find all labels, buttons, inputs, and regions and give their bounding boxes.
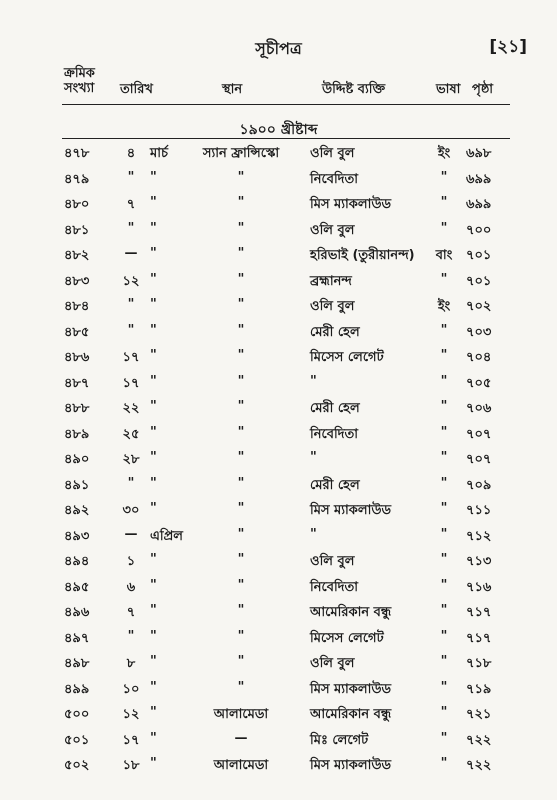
cell-page: ৭০১	[466, 273, 492, 289]
cell-month: "	[150, 730, 157, 746]
cell-date: ১৭	[122, 732, 140, 748]
cell-language: "	[440, 169, 448, 185]
cell-page: ৭১১	[466, 503, 492, 518]
cell-place: "	[237, 450, 245, 465]
cell-serial: ৪৭৯	[64, 171, 90, 187]
cell-date: ১৮	[122, 758, 140, 773]
cell-date: ২৮	[122, 452, 140, 467]
table-row	[0, 221, 557, 245]
cell-language: "	[440, 705, 448, 720]
cell-person: "	[310, 373, 317, 389]
cell-serial: ৪৯৪	[64, 554, 90, 569]
header-rule-top	[62, 104, 510, 105]
cell-language: "	[440, 552, 448, 567]
cell-page: ৭০১	[466, 248, 492, 263]
cell-date: ২২	[122, 401, 140, 416]
cell-language: "	[440, 424, 448, 440]
cell-language: ইং	[437, 146, 451, 161]
cell-language: "	[440, 271, 448, 287]
cell-date: —	[124, 246, 138, 261]
column-header-person: উদ্দিষ্ট ব্যক্তি	[322, 82, 386, 97]
cell-page: ৬৯৯	[466, 197, 492, 212]
cell-language: "	[440, 654, 448, 669]
cell-person: নিবেদিতা	[310, 579, 359, 595]
cell-person: মেরী হেল	[310, 401, 360, 416]
cell-month: "	[150, 424, 157, 440]
table-row	[0, 246, 557, 270]
cell-serial: ৪৯১	[64, 477, 90, 493]
cell-person: নিবেদিতা	[310, 426, 359, 442]
cell-page: ৬৯৯	[466, 171, 492, 187]
cell-month: "	[150, 246, 157, 261]
cell-page: ৭১৮	[466, 656, 492, 671]
cell-page: ৭০৯	[466, 477, 492, 493]
cell-page: ৭০২	[466, 299, 492, 314]
cell-language: "	[440, 501, 448, 516]
page-title: সূচীপত্র	[255, 39, 302, 58]
cell-month: "	[150, 297, 157, 312]
cell-page: ৭২২	[466, 732, 492, 748]
column-header-date: তারিখ	[120, 82, 153, 97]
cell-page: ৭০৪	[466, 350, 492, 365]
cell-date: "	[127, 220, 135, 236]
cell-serial: ৪৯৮	[64, 656, 90, 671]
table-row	[0, 476, 557, 500]
cell-person: মেরী হেল	[310, 477, 360, 493]
table-row	[0, 425, 557, 449]
cell-date: "	[127, 475, 135, 491]
cell-place: "	[237, 424, 245, 440]
cell-place: "	[237, 526, 245, 542]
cell-month: "	[150, 756, 157, 771]
cell-language: "	[440, 603, 448, 618]
cell-person: ওলি বুল	[310, 656, 355, 671]
cell-person: "	[310, 526, 317, 542]
cell-person: আমেরিকান বন্ধু	[310, 707, 392, 722]
cell-person: নিবেদিতা	[310, 171, 359, 187]
cell-serial: ৪৭৮	[64, 146, 90, 161]
cell-month: এপ্রিল	[150, 528, 183, 544]
cell-language: "	[440, 322, 448, 338]
cell-serial: ৪৮২	[64, 248, 90, 263]
table-row	[0, 195, 557, 219]
column-header-language: ভাষা	[436, 82, 461, 97]
cell-date: ৭	[126, 197, 136, 212]
table-row	[0, 603, 557, 627]
cell-place: "	[237, 603, 245, 618]
cell-month: "	[150, 220, 157, 236]
table-row	[0, 323, 557, 347]
cell-language: ইং	[437, 299, 451, 314]
cell-place: "	[237, 348, 245, 363]
cell-place: "	[237, 220, 245, 236]
table-row	[0, 552, 557, 576]
cell-date: "	[127, 169, 135, 185]
cell-place: "	[237, 246, 245, 261]
cell-person: মিসেস লেগেট	[310, 630, 384, 646]
cell-date: "	[127, 628, 135, 644]
cell-month: "	[150, 195, 157, 210]
cell-place: "	[237, 628, 245, 644]
cell-language: "	[440, 399, 448, 414]
table-row	[0, 756, 557, 780]
cell-page: ৭১৯	[466, 681, 492, 697]
cell-place: "	[237, 577, 245, 593]
cell-page: ৭১৭	[466, 605, 492, 620]
cell-serial: ৪৮৩	[64, 273, 90, 289]
cell-date: ১২	[122, 273, 140, 289]
cell-serial: ৪৮৫	[64, 324, 90, 340]
cell-language: "	[440, 348, 448, 363]
cell-month: "	[150, 399, 157, 414]
cell-page: ৭০৭	[466, 426, 492, 442]
cell-date: ৩০	[122, 503, 140, 518]
cell-person: ওলি বুল	[310, 554, 355, 569]
cell-serial: ৪৯৩	[64, 528, 90, 544]
cell-month: মার্চ	[150, 146, 169, 161]
cell-language: "	[440, 220, 448, 236]
cell-place: "	[237, 501, 245, 516]
cell-month: "	[150, 322, 157, 338]
cell-person: হরিভাই (তুরীয়ানন্দ)	[310, 248, 415, 263]
cell-date: ১৭	[122, 375, 140, 391]
cell-place: আলামেডা	[213, 707, 269, 722]
cell-person: মিস ম্যাকলাউড	[310, 503, 392, 518]
cell-date: ৭	[126, 605, 136, 620]
cell-place: "	[237, 399, 245, 414]
cell-serial: ৪৯৯	[64, 681, 90, 697]
cell-place: "	[237, 271, 245, 287]
cell-serial: ৫০২	[64, 758, 90, 773]
table-row	[0, 629, 557, 653]
cell-language: "	[440, 373, 448, 389]
table-row	[0, 144, 557, 168]
table-row	[0, 297, 557, 321]
table-row	[0, 680, 557, 704]
table-row	[0, 348, 557, 372]
table-row	[0, 399, 557, 423]
cell-person: ব্রহ্মানন্দ	[310, 273, 352, 289]
table-row	[0, 578, 557, 602]
cell-month: "	[150, 577, 157, 593]
cell-serial: ৪৮৬	[64, 350, 90, 365]
cell-page: ৭০৩	[466, 324, 492, 340]
cell-place: "	[237, 195, 245, 210]
cell-serial: ৪৮১	[64, 222, 90, 238]
table-row	[0, 170, 557, 194]
cell-place: "	[237, 552, 245, 567]
cell-language: "	[440, 628, 448, 644]
cell-month: "	[150, 169, 157, 185]
cell-date: ১২	[122, 707, 140, 722]
cell-language: "	[440, 526, 448, 542]
cell-page: ৭১৭	[466, 630, 492, 646]
cell-date: "	[127, 322, 135, 338]
cell-person: মিস ম্যাকলাউড	[310, 197, 392, 212]
cell-person: ওলি বুল	[310, 146, 355, 161]
cell-serial: ৪৮৭	[64, 375, 90, 391]
cell-person: আমেরিকান বন্ধু	[310, 605, 392, 620]
cell-month: "	[150, 450, 157, 465]
cell-person: মিস ম্যাকলাউড	[310, 758, 392, 773]
cell-place: "	[237, 679, 245, 695]
cell-date: ১৭	[122, 350, 140, 365]
cell-page: ৭০০	[466, 222, 492, 238]
cell-serial: ৫০০	[64, 707, 90, 722]
cell-serial: ৪৮৮	[64, 401, 90, 416]
cell-person: মিসেস লেগেট	[310, 350, 384, 365]
cell-person: ওলি বুল	[310, 299, 355, 314]
cell-serial: ৪৯২	[64, 503, 90, 518]
column-header-place: স্থান	[222, 82, 243, 97]
cell-serial: ৪৮৪	[64, 299, 90, 314]
cell-date: ২৫	[122, 426, 140, 442]
year-heading: ১৯০০ খ্রীষ্টাব্দ	[239, 122, 318, 138]
cell-date: —	[124, 526, 138, 542]
cell-place: "	[237, 297, 245, 312]
cell-month: "	[150, 373, 157, 389]
cell-serial: ৪৯৬	[64, 605, 90, 620]
cell-person: "	[310, 450, 317, 465]
cell-date: ১০	[122, 681, 140, 697]
cell-place: স্যান ফ্রান্সিস্কো	[202, 146, 280, 161]
cell-date: ৮	[126, 656, 136, 671]
cell-page: ৭১২	[466, 528, 492, 544]
cell-language: "	[440, 577, 448, 593]
cell-month: "	[150, 654, 157, 669]
cell-page: ৭০৭	[466, 452, 492, 467]
cell-page: ৭১৩	[466, 554, 492, 569]
cell-date: ৬	[126, 579, 136, 595]
cell-month: "	[150, 603, 157, 618]
cell-month: "	[150, 501, 157, 516]
cell-date: ১	[126, 554, 136, 569]
table-row	[0, 501, 557, 525]
cell-language: "	[440, 730, 448, 746]
table-row	[0, 527, 557, 551]
table-row	[0, 731, 557, 755]
header-rule-bottom	[62, 138, 510, 139]
cell-page: ৬৯৮	[466, 146, 492, 161]
cell-language: "	[440, 679, 448, 695]
cell-person: ওলি বুল	[310, 222, 355, 238]
cell-person: মেরী হেল	[310, 324, 360, 340]
table-row	[0, 450, 557, 474]
cell-person: মিঃ লেগেট	[310, 732, 369, 748]
cell-page: ৭১৬	[466, 579, 492, 595]
page-number: [২১]	[489, 37, 527, 57]
cell-place: —	[234, 730, 248, 746]
column-header-page: পৃষ্ঠা	[472, 82, 494, 97]
cell-serial: ৪৮০	[64, 197, 90, 212]
cell-place: "	[237, 322, 245, 338]
cell-serial: ৪৮৯	[64, 426, 90, 442]
cell-language: "	[440, 195, 448, 210]
cell-month: "	[150, 679, 157, 695]
cell-month: "	[150, 271, 157, 287]
cell-place: "	[237, 373, 245, 389]
cell-serial: ৪৯৫	[64, 579, 90, 595]
cell-place: "	[237, 475, 245, 491]
cell-place: আলামেডা	[213, 758, 269, 773]
cell-language: "	[440, 756, 448, 771]
cell-person: মিস ম্যাকলাউড	[310, 681, 392, 697]
cell-page: ৭২১	[466, 707, 492, 722]
table-row	[0, 272, 557, 296]
cell-date: "	[127, 297, 135, 312]
table-row	[0, 374, 557, 398]
column-header-serial: ক্রমিক সংখ্যা	[64, 66, 95, 96]
table-row	[0, 705, 557, 729]
cell-page: ৭০৫	[466, 375, 492, 391]
cell-language: "	[440, 450, 448, 465]
cell-page: ৭২২	[466, 758, 492, 773]
cell-serial: ৫০১	[64, 732, 90, 748]
cell-month: "	[150, 628, 157, 644]
cell-month: "	[150, 552, 157, 567]
cell-month: "	[150, 348, 157, 363]
cell-place: "	[237, 169, 245, 185]
cell-language: বাং	[435, 248, 453, 263]
cell-date: ৪	[126, 146, 136, 161]
cell-place: "	[237, 654, 245, 669]
table-row	[0, 654, 557, 678]
cell-month: "	[150, 705, 157, 720]
cell-serial: ৪৯৭	[64, 630, 90, 646]
cell-language: "	[440, 475, 448, 491]
cell-page: ৭০৬	[466, 401, 492, 416]
cell-month: "	[150, 475, 157, 491]
cell-serial: ৪৯০	[64, 452, 90, 467]
